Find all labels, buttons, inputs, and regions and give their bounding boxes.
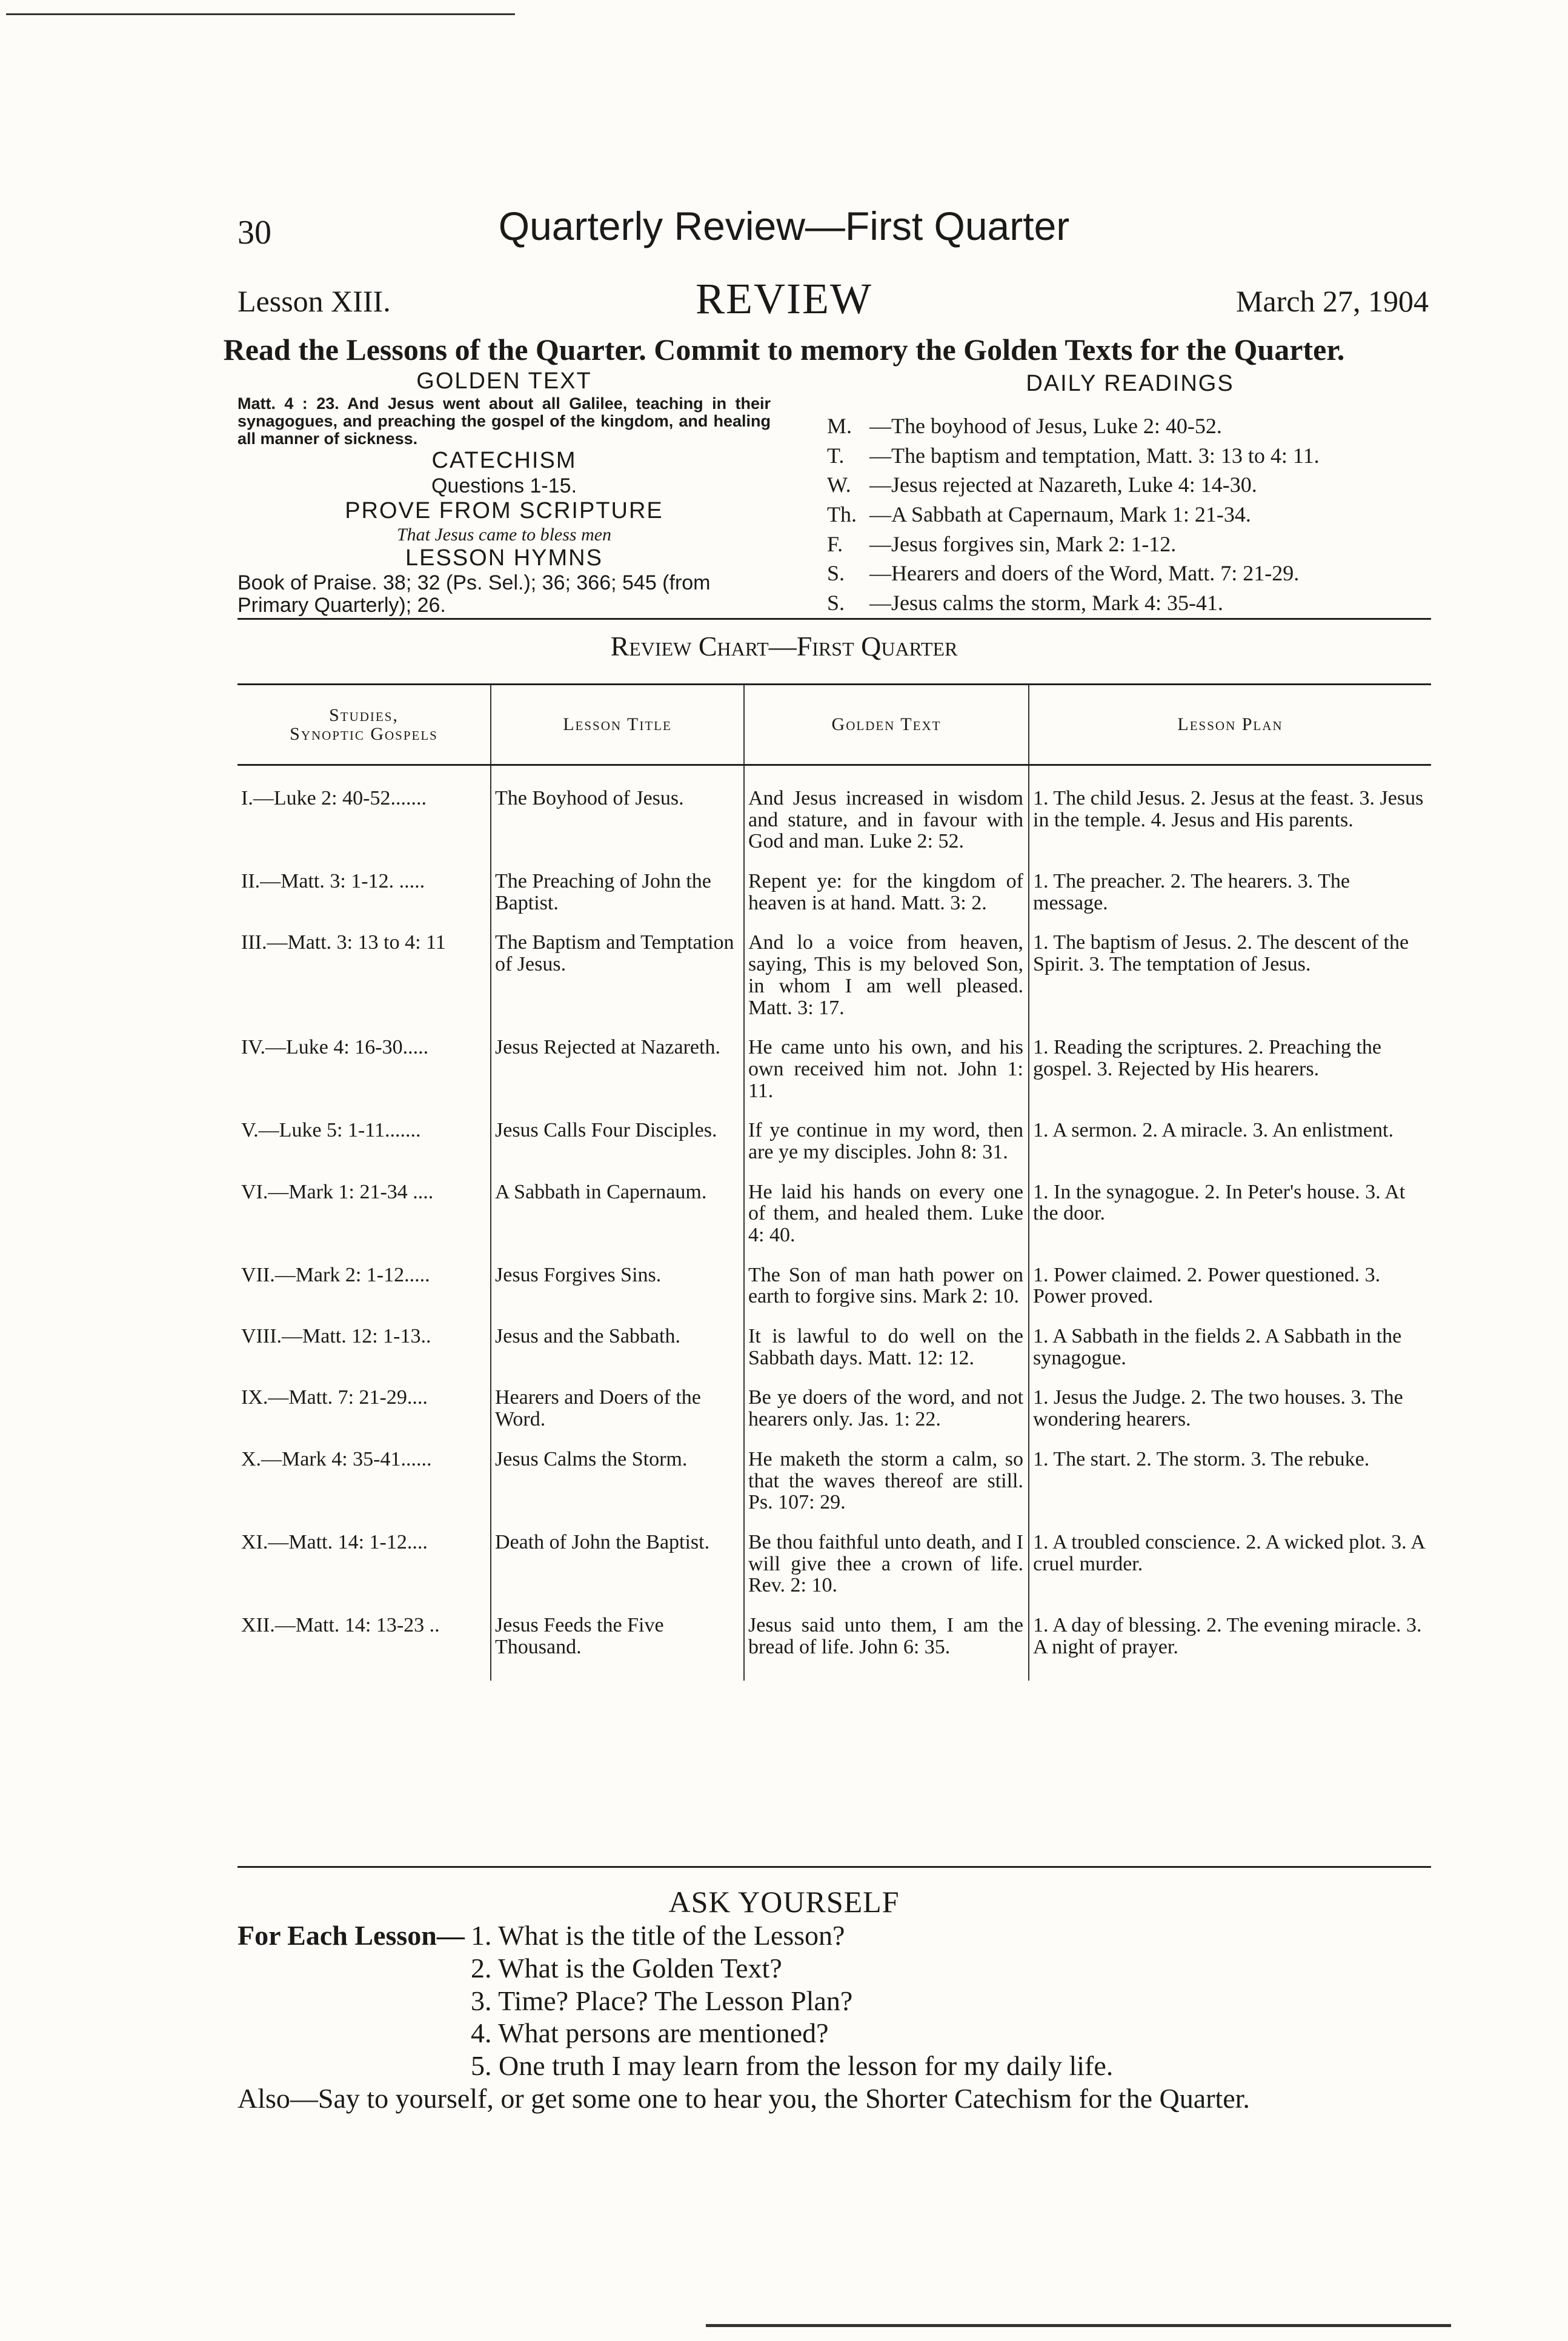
studies-header-line2: Synoptic Gospels xyxy=(290,724,438,744)
section-divider xyxy=(238,1866,1431,1868)
table-row xyxy=(238,1377,1431,1438)
study-cell: XII.—Matt. 14: 13-23 .. xyxy=(241,1613,440,1636)
table-row xyxy=(238,765,1431,862)
ask-item: 2. What is the Golden Text? xyxy=(471,1952,782,1984)
table-row xyxy=(238,1255,1431,1316)
section-divider xyxy=(238,618,1431,620)
lesson-date: March 27, 1904 xyxy=(1236,284,1429,318)
golden-text-cell: He came unto his own, and his own received him not. John 1: 11. xyxy=(744,1027,1029,1110)
instruction: Read the Lessons of the Quarter. Commit to memory the Golden Texts for the Quarter. xyxy=(223,333,1345,367)
catechism-heading: CATECHISM xyxy=(431,448,577,474)
title-cell: Hearers and Doers of the Word. xyxy=(491,1377,744,1438)
daily-reading-item xyxy=(827,588,1433,618)
study-cell: IV.—Luke 4: 16-30..... xyxy=(241,1036,429,1059)
plan-cell: 1. Jesus the Judge. 2. The two houses. 3. The wondering hearers. xyxy=(1029,1377,1431,1438)
daily-readings-heading: DAILY READINGS xyxy=(1026,371,1234,396)
prove-text: That Jesus came to bless men xyxy=(396,524,612,545)
reading-text: —Hearers and doers of the Word, Matt. 7: 21-29. xyxy=(869,561,1300,586)
study-cell: III.—Matt. 3: 13 to 4: 11 xyxy=(241,931,446,954)
study-cell: X.—Mark 4: 35-41...... xyxy=(241,1447,432,1470)
study-cell: V.—Luke 5: 1-11....... xyxy=(241,1119,421,1142)
plan-cell: 1. The baptism of Jesus. 2. The descent of the Spirit. 3. The temptation of Jesus. xyxy=(1029,922,1431,1027)
title-cell: Jesus Forgives Sins. xyxy=(491,1255,744,1316)
golden-text: Matt. 4 : 23. And Jesus went about all Galilee, teaching in their synagogues, and preaching the gospel of the kingdom, and healing all manner of sickness. xyxy=(238,394,771,448)
golden-text-cell: If ye continue in my word, then are ye my disciples. John 8: 31. xyxy=(744,1110,1029,1171)
golden-text-cell: He maketh the storm a calm, so that the waves thereof are still. Ps. 107: 29. xyxy=(744,1439,1029,1522)
title-cell: Jesus Calls Four Disciples. xyxy=(491,1110,744,1171)
reading-day: Th. xyxy=(827,502,857,527)
daily-reading-item xyxy=(827,500,1433,530)
reading-text: —A Sabbath at Capernaum, Mark 1: 21-34. xyxy=(869,502,1251,527)
table-row xyxy=(238,1439,1431,1522)
title-cell: Jesus Rejected at Nazareth. xyxy=(491,1027,744,1110)
title-cell: Jesus and the Sabbath. xyxy=(491,1316,744,1377)
table-row xyxy=(238,1172,1431,1255)
reading-day: F. xyxy=(827,531,843,556)
study-cell: II.—Matt. 3: 1-12. ..... xyxy=(241,870,425,893)
ask-item-text: 1. What is the title of the Lesson? xyxy=(471,1920,845,1951)
table-header-row xyxy=(238,685,1431,765)
plan-cell: 1. A Sabbath in the fields 2. A Sabbath in the synagogue. xyxy=(1029,1316,1431,1377)
table-row xyxy=(238,1110,1431,1171)
ask-yourself-block xyxy=(238,1919,1449,2115)
golden-text-cell: And lo a voice from heaven, saying, This is my beloved Son, in whom I am well pleased. Matt. 3: 17. xyxy=(744,922,1029,1027)
title-cell: A Sabbath in Capernaum. xyxy=(491,1172,744,1255)
reading-text: —The baptism and temptation, Matt. 3: 13 to 4: 11. xyxy=(869,443,1320,468)
daily-readings-column xyxy=(827,368,1433,617)
table-row xyxy=(238,1027,1431,1110)
prove-heading: PROVE FROM SCRIPTURE xyxy=(345,497,663,523)
title-cell: Death of John the Baptist. xyxy=(491,1522,744,1605)
ask-item xyxy=(238,1919,1449,1952)
reading-day: W. xyxy=(827,473,851,497)
plan-cell: 1. Power claimed. 2. Power questioned. 3. Power proved. xyxy=(1029,1255,1431,1316)
reading-text: —Jesus calms the storm, Mark 4: 35-41. xyxy=(869,590,1223,615)
col-header-studies xyxy=(238,685,491,765)
review-chart-table xyxy=(238,683,1431,1681)
table-row xyxy=(238,861,1431,922)
table-row xyxy=(238,1316,1431,1377)
title-cell: The Baptism and Temptation of Jesus. xyxy=(491,922,744,1027)
golden-text-cell: It is lawful to do well on the Sabbath days. Matt. 12: 12. xyxy=(744,1316,1029,1377)
lesson-details-column xyxy=(238,368,771,617)
golden-text-cell: And Jesus increased in wisdom and stature, and in favour with God and man. Luke 2: 52. xyxy=(744,765,1029,862)
reading-day: T. xyxy=(827,443,845,468)
catechism-text: Questions 1-15. xyxy=(431,474,577,497)
golden-text-cell: Be ye doers of the word, and not hearers only. Jas. 1: 22. xyxy=(744,1377,1029,1438)
page-number: 30 xyxy=(238,214,271,251)
title-cell: The Boyhood of Jesus. xyxy=(491,765,744,862)
plan-cell: 1. Reading the scriptures. 2. Preaching the gospel. 3. Rejected by His hearers. xyxy=(1029,1027,1431,1110)
table-row xyxy=(238,1522,1431,1605)
reading-day: M. xyxy=(827,414,852,439)
hymns-text: Book of Praise. 38; 32 (Ps. Sel.); 36; 366; 545 (from Primary Quarterly); 26. xyxy=(238,571,711,617)
table-row xyxy=(238,922,1431,1027)
col-header-lesson-title: Lesson Title xyxy=(491,685,744,765)
bottom-rule xyxy=(706,2324,1451,2327)
running-head: Quarterly Review—First Quarter xyxy=(498,204,1070,248)
reading-text: —Jesus forgives sin, Mark 2: 1-12. xyxy=(869,531,1177,556)
daily-reading-item xyxy=(827,441,1433,471)
plan-cell: 1. The child Jesus. 2. Jesus at the feast. 3. Jesus in the temple. 4. Jesus and His parents. xyxy=(1029,765,1431,862)
golden-text-cell: Repent ye: for the kingdom of heaven is at hand. Matt. 3: 2. xyxy=(744,861,1029,922)
daily-reading-item xyxy=(827,530,1433,559)
daily-reading-item xyxy=(827,559,1433,588)
ask-item: 5. One truth I may learn from the lesson for my daily life. xyxy=(471,2050,1114,2082)
ask-lead: For Each Lesson— xyxy=(238,1920,465,1951)
ask-yourself-title: ASK YOURSELF xyxy=(668,1885,900,1919)
reading-text: —The boyhood of Jesus, Luke 2: 40-52. xyxy=(869,414,1222,439)
study-cell: VI.—Mark 1: 21-34 .... xyxy=(241,1180,434,1203)
ask-also: Also—Say to yourself, or get some one to hear you, the Shorter Catechism for the Quarter. xyxy=(238,2083,1250,2114)
golden-text-cell: He laid his hands on every one of them, and healed them. Luke 4: 40. xyxy=(744,1172,1029,1255)
plan-cell: 1. A troubled conscience. 2. A wicked plot. 3. A cruel murder. xyxy=(1029,1522,1431,1605)
ask-item: 3. Time? Place? The Lesson Plan? xyxy=(471,1985,853,2016)
study-cell: IX.—Matt. 7: 21-29.... xyxy=(241,1386,428,1409)
studies-header-line1: Studies, xyxy=(329,705,399,725)
golden-text-heading: GOLDEN TEXT xyxy=(416,368,592,394)
daily-reading-item xyxy=(827,411,1433,441)
daily-reading-item xyxy=(827,470,1433,500)
title-cell: The Preaching of John the Baptist. xyxy=(491,861,744,922)
study-cell: XI.—Matt. 14: 1-12.... xyxy=(241,1530,428,1553)
reading-text: —Jesus rejected at Nazareth, Luke 4: 14-30. xyxy=(869,473,1257,497)
top-rule xyxy=(6,13,515,15)
title-cell: Jesus Feeds the Five Thousand. xyxy=(491,1605,744,1681)
col-header-golden-text: Golden Text xyxy=(744,685,1029,765)
plan-cell: 1. A day of blessing. 2. The evening miracle. 3. A night of prayer. xyxy=(1029,1605,1431,1681)
study-cell: VIII.—Matt. 12: 1-13.. xyxy=(241,1325,431,1348)
study-cell: I.—Luke 2: 40-52....... xyxy=(241,787,427,809)
plan-cell: 1. The start. 2. The storm. 3. The rebuke. xyxy=(1029,1439,1431,1522)
plan-cell: 1. A sermon. 2. A miracle. 3. An enlistment. xyxy=(1029,1110,1431,1171)
golden-text-cell: The Son of man hath power on earth to forgive sins. Mark 2: 10. xyxy=(744,1255,1029,1316)
golden-text-cell: Be thou faithful unto death, and I will give thee a crown of life. Rev. 2: 10. xyxy=(744,1522,1029,1605)
reading-day: S. xyxy=(827,561,845,586)
lesson-number: Lesson XIII. xyxy=(238,284,391,318)
ask-item: 4. What persons are mentioned? xyxy=(471,2017,829,2049)
plan-cell: 1. In the synagogue. 2. In Peter's house. 3. At the door. xyxy=(1029,1172,1431,1255)
table-row xyxy=(238,1605,1431,1681)
col-header-lesson-plan: Lesson Plan xyxy=(1029,685,1431,765)
lesson-title: REVIEW xyxy=(696,274,872,323)
hymns-heading: LESSON HYMNS xyxy=(405,545,603,571)
golden-text-cell: Jesus said unto them, I am the bread of life. John 6: 35. xyxy=(744,1605,1029,1681)
plan-cell: 1. The preacher. 2. The hearers. 3. The message. xyxy=(1029,861,1431,922)
title-cell: Jesus Calms the Storm. xyxy=(491,1439,744,1522)
review-chart-title: Review Chart—First Quarter xyxy=(610,631,958,662)
reading-day: S. xyxy=(827,590,845,615)
study-cell: VII.—Mark 2: 1-12..... xyxy=(241,1263,430,1286)
